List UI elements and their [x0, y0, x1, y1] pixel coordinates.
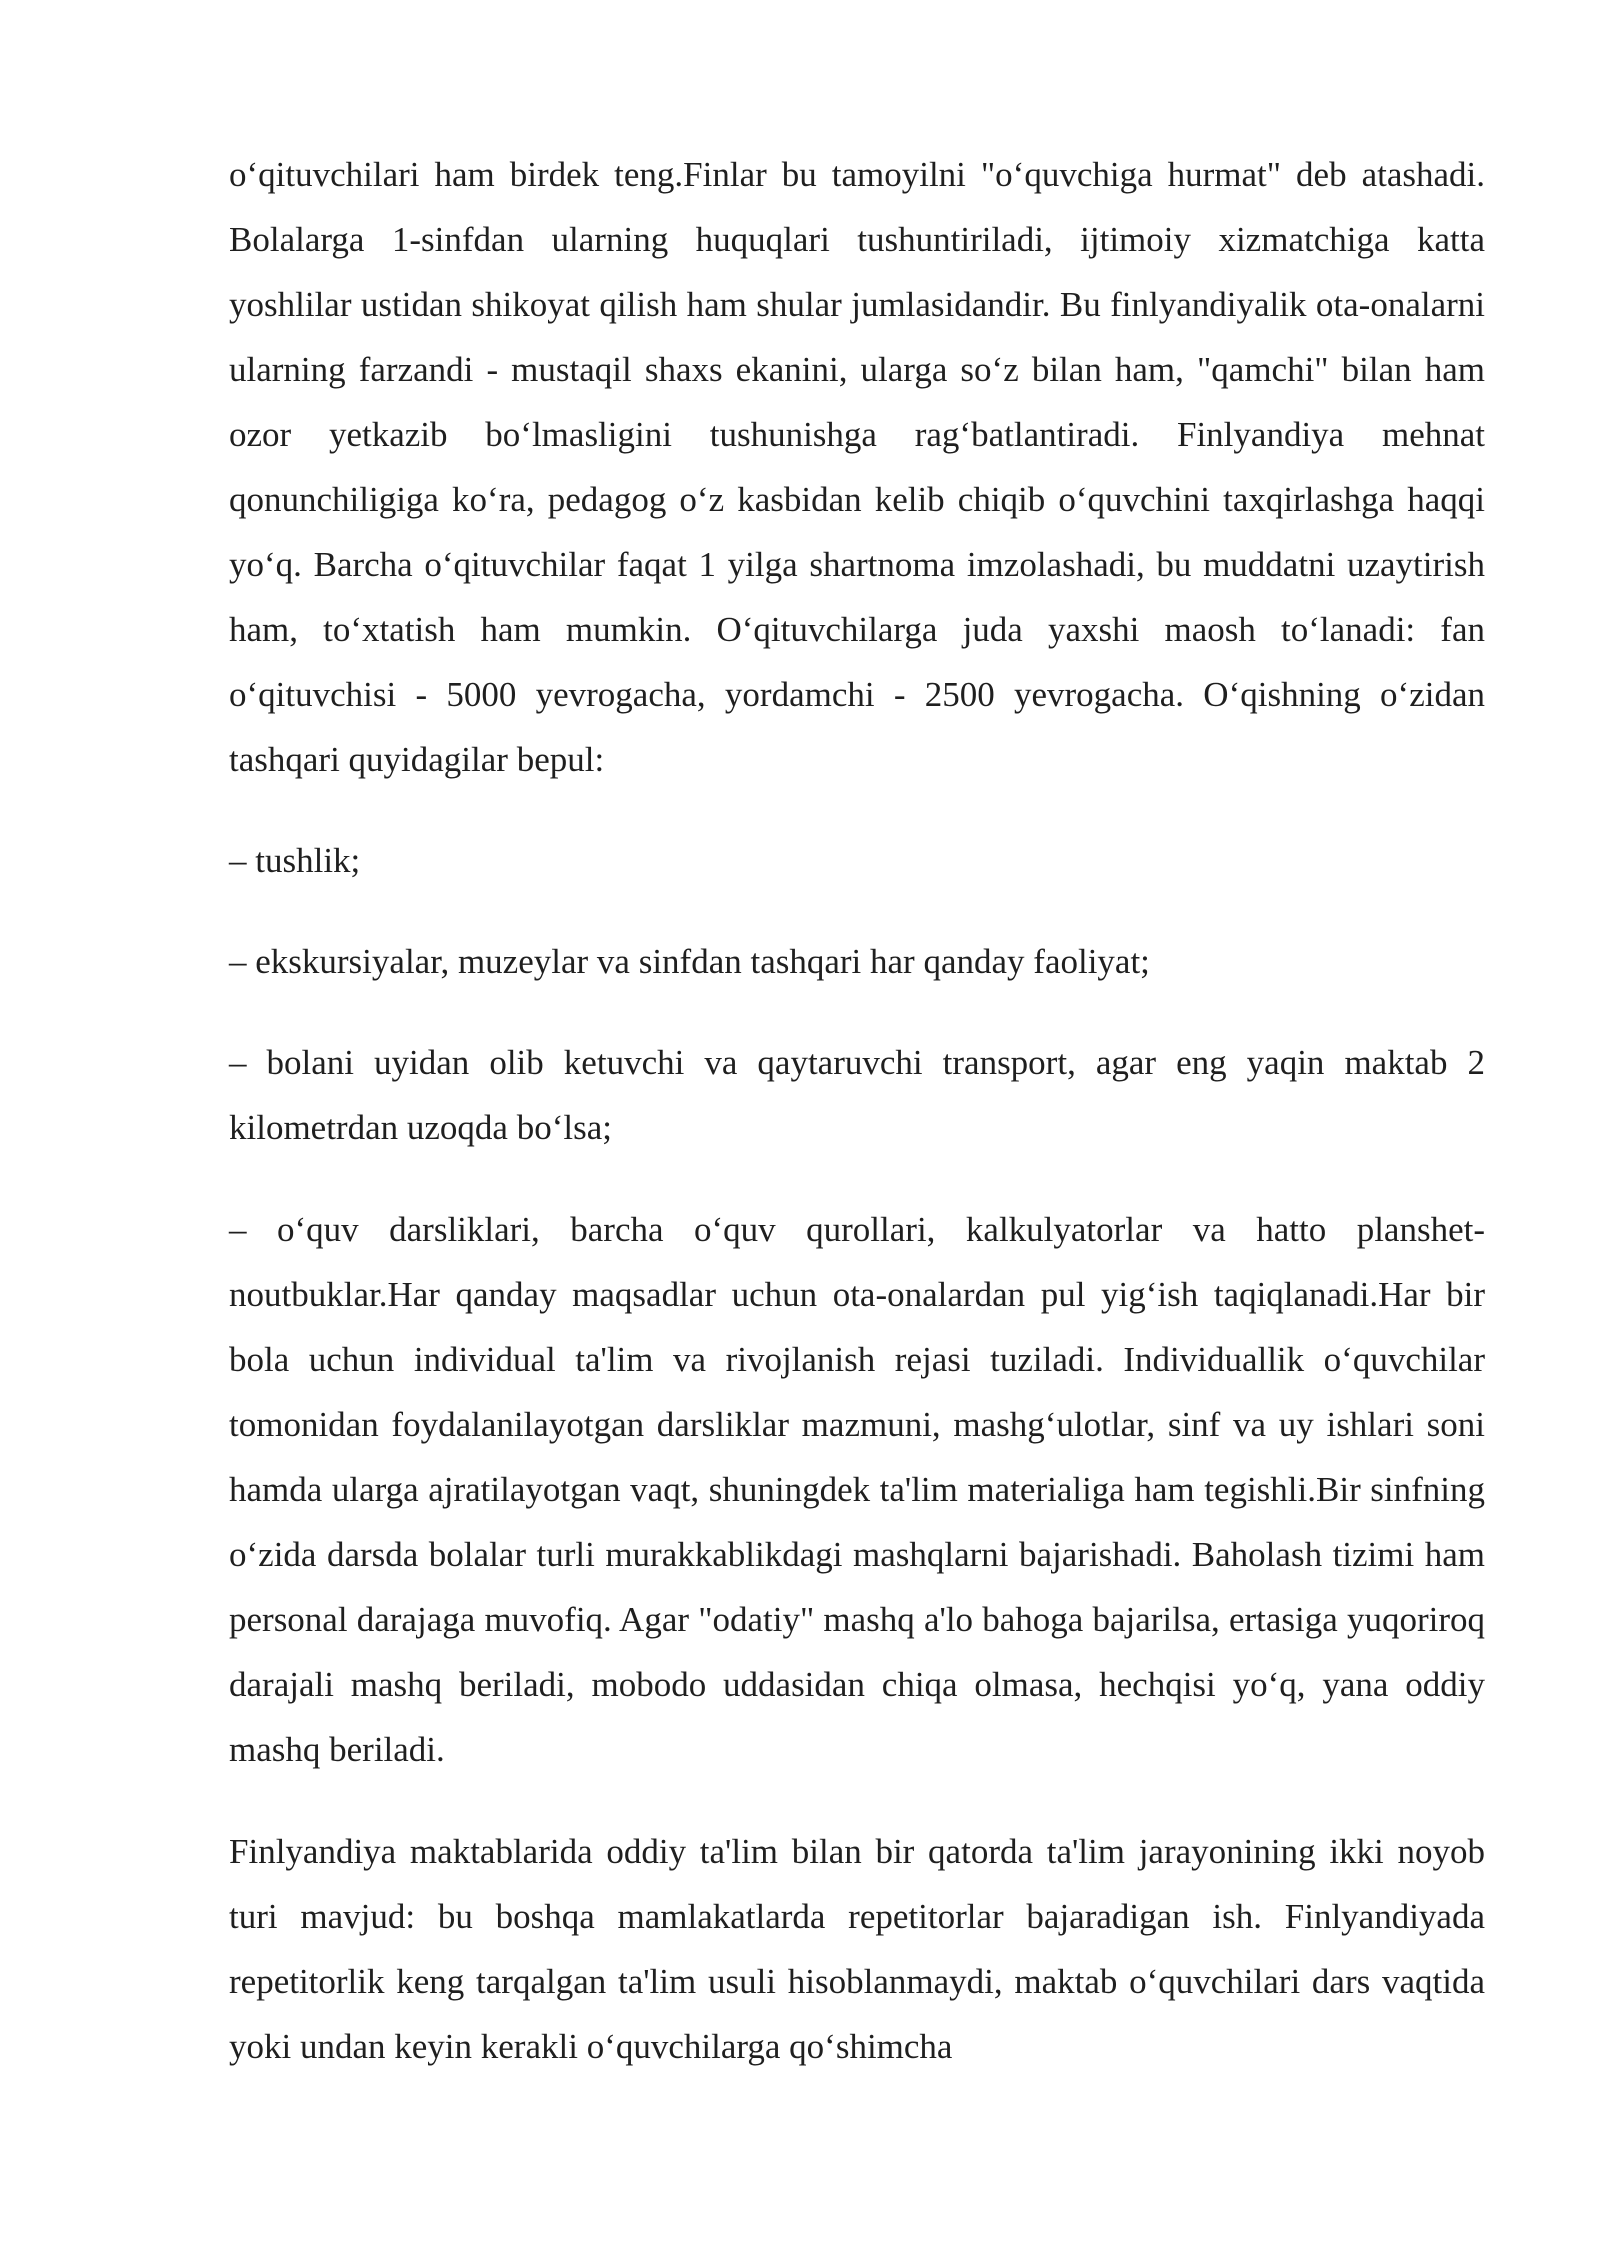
paragraph: o‘qituvchilari ham birdek teng.Finlar bu tamoyilni "o‘quvchiga hurmat" deb atashadi. Bolalarga 1-sinfdan ularning huquqlari tushuntiriladi, ijtimoiy xizmatchiga katta yoshlilar ustidan shikoyat qilish ham shular jumlasidandir. Bu finlyandiyalik ota-onalarni ularning farzandi - mustaqil shaxs ekanini, ularga so‘z bilan ham, "qamchi" bilan ham ozor yetkazib bo‘lmasligini tushunishga rag‘batlantiradi. Finlyandiya mehnat qonunchiligiga ko‘ra, pedagog o‘z kasbidan kelib chiqib o‘quvchini taxqirlashga haqqi yo‘q. Barcha o‘qituvchilar faqat 1 yilga shartnoma imzolashadi, bu muddatni uzaytirish ham, to‘xtatish ham mumkin. O‘qituvchilarga juda yaxshi maosh to‘lanadi: fan o‘qituvchisi - 5000 yevrogacha, yordamchi - 2500 yevrogacha. O‘qishning o‘zidan tashqari quyidagilar bepul:	[229, 155, 1485, 779]
document-body	[229, 142, 1485, 2079]
list-item-transport: – bolani uyidan olib ketuvchi va qaytaruvchi transport, agar eng yaqin maktab 2 kilometrdan uzoqda bo‘lsa;	[229, 1043, 1485, 1147]
list-item-lunch: – tushlik;	[229, 841, 361, 880]
list-item-textbooks: – o‘quv darsliklari, barcha o‘quv qurollari, kalkulyatorlar va hatto planshet-noutbuklar.Har qanday maqsadlar uchun ota-onalardan pul yig‘ish taqiqlanadi.Har bir bola uchun individual ta'lim va rivojlanish rejasi tuziladi. Individuallik o‘quvchilar tomonidan foydalanilayotgan darsliklar mazmuni, mashg‘ulotlar, sinf va uy ishlari soni hamda ularga ajratilayotgan vaqt, shuningdek ta'lim materialiga ham tegishli.Bir sinfning o‘zida darsda bolalar turli murakkablikdagi mashqlarni bajarishadi. Baholash tizimi ham personal darajaga muvofiq. Agar "odatiy" mashq a'lo bahoga bajarilsa, ertasiga yuqoriroq darajali mashq beriladi, mobodo uddasidan chiqa olmasa, hechqisi yo‘q, yana oddiy mashq beriladi.	[229, 1210, 1485, 1769]
paragraph: Finlyandiya maktablarida oddiy ta'lim bilan bir qatorda ta'lim jarayonining ikki noyob turi mavjud: bu boshqa mamlakatlarda repetitorlar bajaradigan ish. Finlyandiyada repetitorlik keng tarqalgan ta'lim usuli hisoblanmaydi, maktab o‘quvchilari dars vaqtida yoki undan keyin kerakli o‘quvchilarga qo‘shimcha	[229, 1832, 1485, 2066]
list-item-excursions: – ekskursiyalar, muzeylar va sinfdan tashqari har qanday faoliyat;	[229, 942, 1150, 981]
